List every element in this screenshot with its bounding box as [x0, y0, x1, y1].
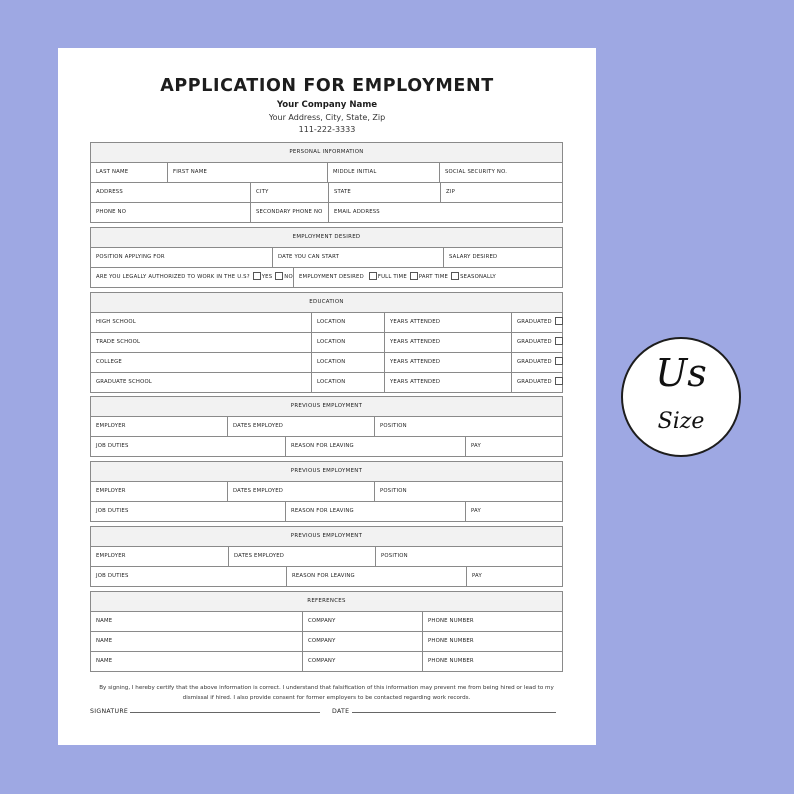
- education-row: [91, 373, 562, 392]
- employment-desired-section: [90, 227, 563, 288]
- form-title: APPLICATION FOR EMPLOYMENT: [160, 76, 494, 96]
- ssn-field[interactable]: SOCIAL SECURITY NO.: [439, 163, 562, 182]
- state-field[interactable]: STATE: [328, 183, 440, 202]
- work-authorization-field: [91, 268, 293, 287]
- full-time-checkbox[interactable]: [369, 272, 377, 280]
- signature-input[interactable]: [130, 706, 320, 713]
- section-heading: REFERENCES: [91, 592, 562, 612]
- date-input[interactable]: [352, 706, 556, 713]
- form-page: [58, 48, 596, 745]
- previous-employment-section: [90, 526, 563, 587]
- company-phone: 111-222-3333: [298, 125, 356, 134]
- location-field[interactable]: LOCATION: [311, 353, 384, 372]
- education-row: [91, 313, 562, 333]
- reference-row: [91, 652, 562, 671]
- zip-field[interactable]: ZIP: [440, 183, 562, 202]
- form-row: [91, 482, 562, 502]
- graduated-field: [511, 373, 562, 392]
- graduated-label: GRADUATED: [517, 379, 552, 385]
- location-field[interactable]: LOCATION: [311, 333, 384, 352]
- form-row: [91, 567, 562, 586]
- dates-employed-field[interactable]: DATES EMPLOYED: [228, 547, 375, 566]
- graduated-label: GRADUATED: [517, 359, 552, 365]
- form-row: [91, 183, 562, 203]
- location-field[interactable]: LOCATION: [311, 313, 384, 332]
- section-heading: PERSONAL INFORMATION: [91, 143, 562, 163]
- graduate-school-field[interactable]: GRADUATE SCHOOL: [96, 379, 152, 385]
- seasonally-label: SEASONALLY: [460, 274, 496, 280]
- employer-field[interactable]: EMPLOYER: [96, 423, 126, 429]
- graduated-field: [511, 333, 562, 352]
- first-name-field[interactable]: FIRST NAME: [167, 163, 327, 182]
- middle-initial-field[interactable]: MIDDLE INITIAL: [327, 163, 439, 182]
- date-line: [332, 706, 556, 715]
- reference-phone-field[interactable]: PHONE NUMBER: [422, 652, 562, 671]
- years-attended-field[interactable]: YEARS ATTENDED: [384, 313, 511, 332]
- yes-label: YES: [261, 274, 273, 280]
- form-row: [91, 248, 562, 268]
- employer-field[interactable]: EMPLOYER: [96, 553, 126, 559]
- position-field[interactable]: POSITION: [374, 482, 562, 501]
- employer-field[interactable]: EMPLOYER: [96, 488, 126, 494]
- signature-line: [90, 706, 320, 715]
- years-attended-field[interactable]: YEARS ATTENDED: [384, 333, 511, 352]
- high-school-field[interactable]: HIGH SCHOOL: [96, 319, 136, 325]
- reason-leaving-field[interactable]: REASON FOR LEAVING: [285, 437, 465, 456]
- no-checkbox[interactable]: [275, 272, 283, 280]
- form-row: [91, 163, 562, 183]
- reference-company-field[interactable]: COMPANY: [302, 612, 422, 631]
- personal-information-section: [90, 142, 563, 223]
- salary-field[interactable]: SALARY DESIRED: [443, 248, 562, 267]
- full-time-label: FULL TIME: [377, 274, 407, 280]
- badge-line-us: Us: [655, 351, 707, 395]
- start-date-field[interactable]: DATE YOU CAN START: [272, 248, 443, 267]
- no-label: NO: [284, 274, 293, 280]
- certification-text: By signing, I hereby certify that the above information is correct. I understand that falsification of this information may prevent me from being hired or lead to my dismissal if hired. I also provide consent for former employers to be contacted regarding work records.: [99, 685, 554, 701]
- pay-field[interactable]: PAY: [465, 437, 562, 456]
- education-row: [91, 333, 562, 353]
- graduated-checkbox[interactable]: [555, 337, 563, 345]
- form-row: [91, 547, 562, 567]
- company-address: Your Address, City, State, Zip: [268, 113, 386, 122]
- position-field[interactable]: POSITION: [374, 417, 562, 436]
- seasonally-checkbox[interactable]: [451, 272, 459, 280]
- graduated-label: GRADUATED: [517, 319, 552, 325]
- work-authorization-label: ARE YOU LEGALLY AUTHORIZED TO WORK IN THE U.S?: [96, 274, 250, 280]
- form-row: [91, 437, 562, 456]
- reason-leaving-field[interactable]: REASON FOR LEAVING: [286, 567, 466, 586]
- section-heading: PREVIOUS EMPLOYMENT: [91, 397, 562, 417]
- form-row: [91, 417, 562, 437]
- yes-checkbox[interactable]: [253, 272, 261, 280]
- last-name-field[interactable]: LAST NAME: [96, 169, 129, 175]
- graduated-field: [511, 313, 562, 332]
- phone-field[interactable]: PHONE NO: [96, 209, 127, 215]
- employment-type-field: [293, 268, 562, 287]
- us-size-badge: [621, 337, 741, 457]
- position-field[interactable]: POSITION: [375, 547, 562, 566]
- section-heading: PREVIOUS EMPLOYMENT: [91, 527, 562, 547]
- reference-name-field[interactable]: NAME: [96, 658, 113, 664]
- years-attended-field[interactable]: YEARS ATTENDED: [384, 353, 511, 372]
- college-field[interactable]: COLLEGE: [96, 359, 122, 365]
- reference-company-field[interactable]: COMPANY: [302, 632, 422, 651]
- previous-employment-section: [90, 396, 563, 457]
- reference-company-field[interactable]: COMPANY: [302, 652, 422, 671]
- location-field[interactable]: LOCATION: [311, 373, 384, 392]
- graduated-checkbox[interactable]: [555, 377, 563, 385]
- reference-phone-field[interactable]: PHONE NUMBER: [422, 612, 562, 631]
- years-attended-field[interactable]: YEARS ATTENDED: [384, 373, 511, 392]
- dates-employed-field[interactable]: DATES EMPLOYED: [227, 482, 374, 501]
- section-heading: PREVIOUS EMPLOYMENT: [91, 462, 562, 482]
- email-field[interactable]: EMAIL ADDRESS: [328, 203, 562, 222]
- reference-row: [91, 612, 562, 632]
- reference-row: [91, 632, 562, 652]
- form-row: [91, 268, 562, 287]
- education-section: [90, 292, 563, 393]
- reference-name-field[interactable]: NAME: [96, 638, 113, 644]
- city-field[interactable]: CITY: [250, 183, 328, 202]
- reference-phone-field[interactable]: PHONE NUMBER: [422, 632, 562, 651]
- date-label: DATE: [332, 708, 350, 715]
- graduated-label: GRADUATED: [517, 339, 552, 345]
- position-applying-field[interactable]: POSITION APPLYING FOR: [96, 254, 165, 260]
- trade-school-field[interactable]: TRADE SCHOOL: [96, 339, 141, 345]
- graduated-checkbox[interactable]: [555, 317, 563, 325]
- employment-type-label: EMPLOYMENT DESIRED: [299, 274, 364, 280]
- job-duties-field[interactable]: JOB DUTIES: [96, 508, 129, 514]
- graduated-checkbox[interactable]: [555, 357, 563, 365]
- previous-employment-section: [90, 461, 563, 522]
- pay-field[interactable]: PAY: [466, 567, 562, 586]
- job-duties-field[interactable]: JOB DUTIES: [96, 443, 129, 449]
- secondary-phone-field[interactable]: SECONDARY PHONE NO: [250, 203, 328, 222]
- section-heading: EDUCATION: [91, 293, 562, 313]
- graduated-field: [511, 353, 562, 372]
- form-row: [91, 502, 562, 521]
- section-heading: EMPLOYMENT DESIRED: [91, 228, 562, 248]
- reference-name-field[interactable]: NAME: [96, 618, 113, 624]
- part-time-label: PART TIME: [418, 274, 449, 280]
- pay-field[interactable]: PAY: [465, 502, 562, 521]
- signature-label: SIGNATURE: [90, 708, 129, 715]
- address-field[interactable]: ADDRESS: [96, 189, 123, 195]
- references-section: [90, 591, 563, 672]
- part-time-checkbox[interactable]: [410, 272, 418, 280]
- reason-leaving-field[interactable]: REASON FOR LEAVING: [285, 502, 465, 521]
- company-name: Your Company Name: [276, 100, 378, 110]
- dates-employed-field[interactable]: DATES EMPLOYED: [227, 417, 374, 436]
- badge-line-size: Size: [657, 409, 705, 434]
- education-row: [91, 353, 562, 373]
- job-duties-field[interactable]: JOB DUTIES: [96, 573, 129, 579]
- form-row: [91, 203, 562, 222]
